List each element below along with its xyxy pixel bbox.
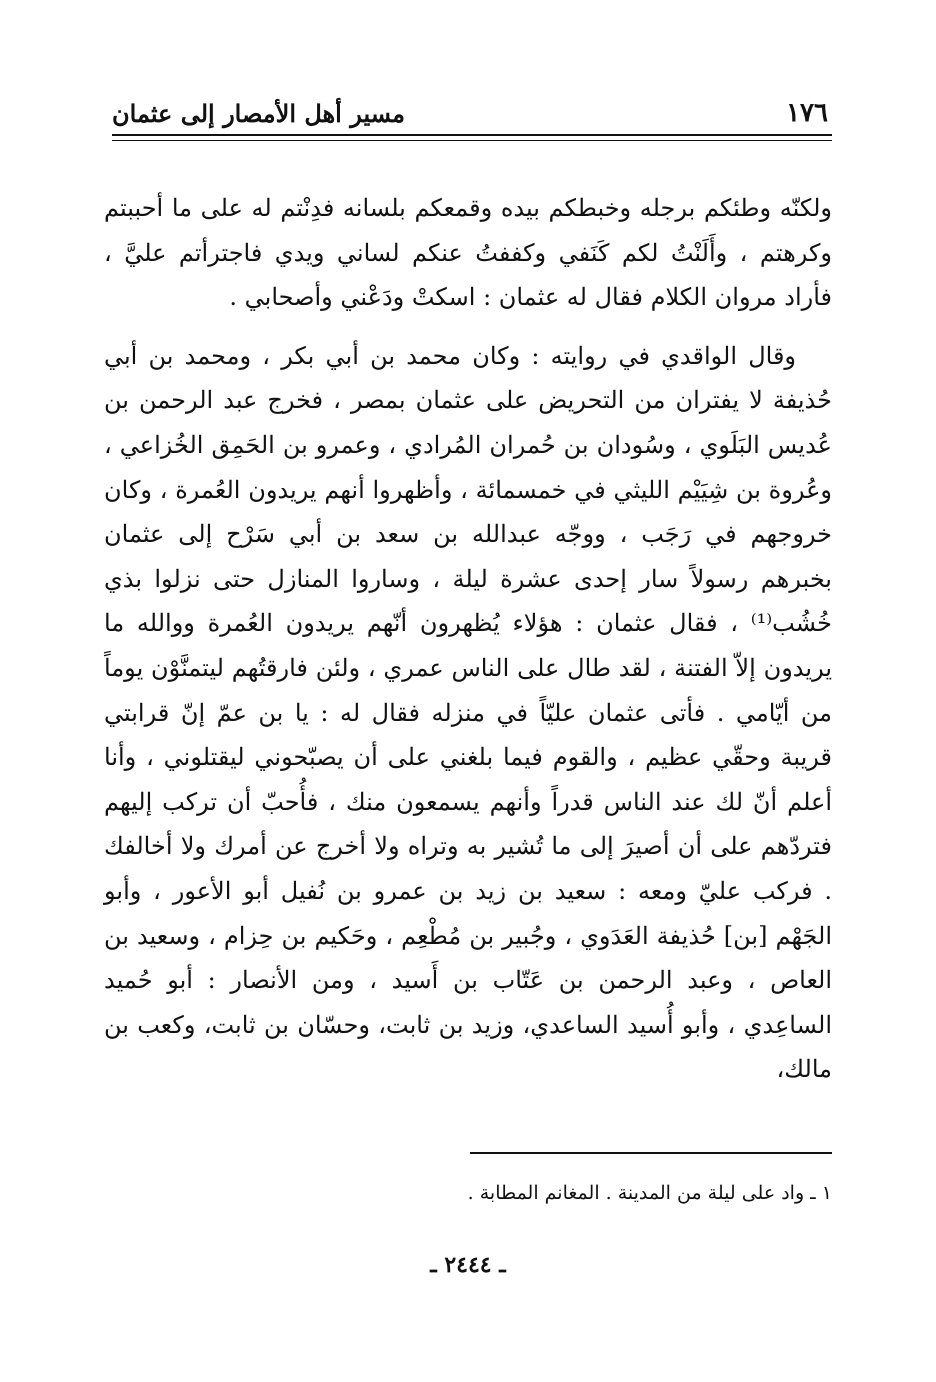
footnote: ١ ـ واد على ليلة من المدينة . المغانم المطابة . [467, 1182, 832, 1204]
running-title: مسير أهل الأمصار إلى عثمان [112, 99, 405, 128]
footnote-rule [470, 1152, 832, 1154]
page-header [112, 88, 828, 128]
folio-number: ـ ٢٤٤٤ ـ [430, 1252, 506, 1278]
header-rule [112, 134, 832, 136]
header-rule-thin [112, 140, 832, 141]
paragraph-1: ولكنّه وطئكم برجله وخبطكم بيده وقمعكم بلسانه فدِنْتم له على ما أحببتم وكرهتم ، وأَلَنْتُ لكم كَنَفي وكففتُ عنكم لساني ويدي فاجترأتم عليَّ ، فأراد مروان الكلام فقال له عثمان : اسكتْ ودَعْني وأصحابي . [104, 194, 832, 312]
body-text [104, 186, 832, 1092]
page-number: ١٧٦ [786, 98, 828, 128]
paragraph-2: وقال الواقدي في روايته : وكان محمد بن أبي بكر ، ومحمد بن أبي حُذيفة لا يفتران من التحريض على عثمان بمصر ، فخرج عبد الرحمن بن عُديس البَلَوي ، وسُودان بن حُمران المُرادي ، وعمرو بن الحَمِق الخُزاعي ، وعُروة بن شِيَيْم الليثي في خمسمائة ، وأظهروا أنهم يريدون العُمرة ، وكان خروجهم في رَجَب ، ووجّه عبدالله بن سعد بن أبي سَرْح إلى عثمان بخبرهم رسولاً سار إحدى عشرة ليلة ، وساروا المنازل حتى نزلوا بذي خُشُب⁽¹⁾ ، فقال عثمان : هؤلاء يُظهرون أنّهم يريدون العُمرة ووالله ما يريدون إلاّ الفتنة ، لقد طال على الناس عمري ، ولئن فارقتُهم ليتمنَّوْن يوماً من أيّامي . فأتى عثمان عليّاً في منزله فقال له : يا بن عمّ إنّ قرابتي قريبة وحقّي عظيم ، والقوم فيما بلغني على أن يصبّحوني ليقتلوني ، وأنا أعلم أنّ لك عند الناس قدراً وأنهم يسمعون منك ، فأُحبّ أن تركب إليهم فتردّهم على أن أصيرَ إلى ما تُشير به وتراه ولا أخرج عن أمرك ولا أخالفك . فركب عليّ ومعه : سعيد بن زيد بن عمرو بن نُفيل أبو الأعور ، وأبو الجَهْم [بن] حُذيفة العَدَوي ، وجُبير بن مُطْعِم ، وحَكيم بن حِزام ، وسعيد بن العاص ، وعبد الرحمن بن عَتّاب بن أَسيد ، ومن الأنصار : أبو حُميد الساعِدي ، وأبو أُسيد الساعدي، وزيد بن ثابت، وحسّان بن ثابت، وكعب بن مالك، [104, 341, 833, 1084]
